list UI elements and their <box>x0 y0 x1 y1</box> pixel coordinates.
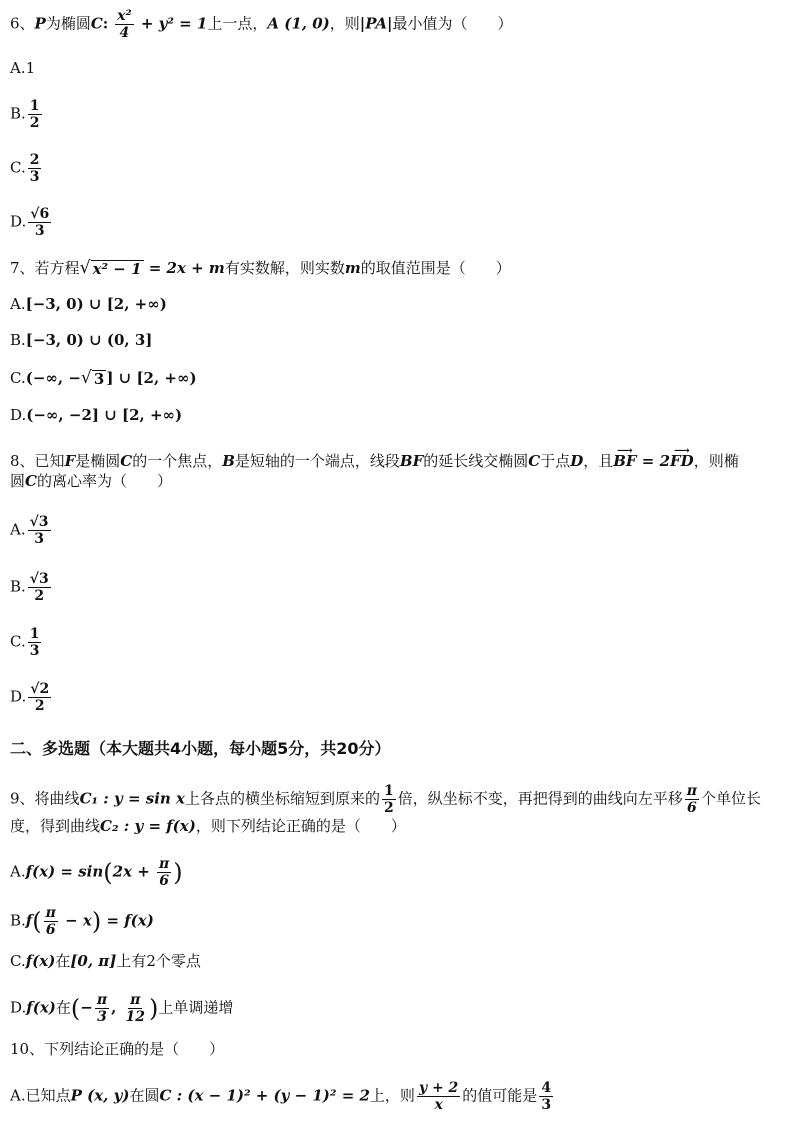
q10-opta-value: $\frac{4}{3}$ <box>541 1080 552 1113</box>
q9-option-b: B.f( $\frac{\pi}{6}$ − x) = f(x) <box>10 905 154 938</box>
q10-opta-fraction: $\frac{y + 2}{x}$ <box>418 1080 459 1113</box>
q7-sqrt: √ x² − 1 <box>79 258 142 278</box>
q10-number: 10、 <box>10 1040 45 1058</box>
q7-number: 7、 <box>10 259 35 277</box>
q6-optc-fraction: $\frac{2}{3}$ <box>29 152 40 185</box>
q9-opta-fraction: $\frac{\pi}{6}$ <box>159 856 170 889</box>
q10-option-a: A.已知点P (x, y)在圆C : (x − 1)² + (y − 1)² = 2上，则 $\frac{y + 2}{x}$ 的值可能是 $\frac{4}{3}$ <box>10 1080 552 1113</box>
question-8-stem-line1: 8、已知F是椭圆C的一个焦点，B是短轴的一个端点，线段BF的延长线交椭圆C于点D，且⟶ BF = 2⟶ FD，则椭 <box>10 451 739 471</box>
q8-option-b: B. $\frac{√3}{2}$ <box>10 571 49 604</box>
section-heading: 二、多选题（本大题共4小题，每小题5分，共20分） <box>10 739 391 758</box>
q8-vector-fd: ⟶ FD <box>670 451 694 471</box>
q6-p: P <box>34 14 46 33</box>
q8-option-d: D. $\frac{√2}{2}$ <box>10 681 50 714</box>
q6-option-a: A.1 <box>10 59 36 77</box>
q7-option-c: C.(−∞, − √ 3 ] ∪ [2, +∞) <box>10 368 197 388</box>
q9-option-c: C.f(x)在[0, π]上有2个零点 <box>10 952 201 970</box>
q7-text: 若方程 <box>34 259 80 277</box>
q8-vector-bf: ⟶ BF <box>613 451 636 471</box>
q9-optd-fraction1: $\frac{\pi}{3}$ <box>96 992 108 1025</box>
question-7-stem <box>10 258 511 278</box>
q6-option-c: C. $\frac{2}{3}$ <box>10 152 40 185</box>
q9-option-d: D.f(x)在(− $\frac{\pi}{3}$ , $\frac{\pi}{12}$ )上单调递增 <box>10 992 234 1025</box>
q8-optc-fraction: $\frac{1}{3}$ <box>29 626 40 659</box>
q7-option-a: A.[−3, 0) ∪ [2, +∞) <box>10 295 167 313</box>
q9-optd-fraction2: $\frac{\pi}{12}$ <box>125 992 146 1025</box>
q7-optc-sqrt: √ 3 <box>80 368 105 388</box>
q6-optb-fraction: $\frac{1}{2}$ <box>29 98 40 131</box>
q7-m: m <box>344 259 361 277</box>
q7-rhs: = 2x + m <box>143 259 225 277</box>
q8-option-a: A. $\frac{√3}{3}$ <box>10 514 49 547</box>
q9-option-a: A.f(x) = sin(2x + $\frac{\pi}{6}$ ) <box>10 856 183 889</box>
question-9-stem-line2: 度，得到曲线C₂ : y = f(x)，则下列结论正确的是（ ） <box>10 817 406 835</box>
q8-optb-fraction: $\frac{√3}{2}$ <box>29 571 49 604</box>
question-10-stem: 10、下列结论正确的是（ ） <box>10 1040 225 1058</box>
q8-number: 8、 <box>10 452 35 470</box>
q6-option-b: B. $\frac{1}{2}$ <box>10 98 40 131</box>
question-6-stem <box>10 8 513 41</box>
question-8-stem-line2: 圆C的离心率为（ ） <box>10 472 172 490</box>
q9-number: 9、 <box>10 789 35 808</box>
q9-optb-fraction: $\frac{\pi}{6}$ <box>45 905 56 938</box>
q6-fraction: $\frac{\text{x²}}{4}$ <box>117 8 132 41</box>
q6-c: C <box>90 14 103 33</box>
q7-text2: 有实数解，则实数 <box>224 259 345 277</box>
q6-point: A (1, 0) <box>267 14 330 33</box>
q6-text: 为椭圆 <box>45 14 91 33</box>
q7-text3: 的取值范围是（ ） <box>360 259 511 277</box>
q6-text3: ，则 <box>329 14 360 33</box>
q7-option-b: B.[−3, 0) ∪ (0, 3] <box>10 331 153 349</box>
q6-colon: : <box>102 14 109 33</box>
question-9-stem-line1: 9、将曲线C₁ : y = sin x上各点的横坐标缩短到原来的 $\frac{1}{2}$ 倍，纵坐标不变，再把得到的曲线向左平移 $\frac{\pi}{6}$ 个单位长 <box>10 783 762 816</box>
q6-optd-fraction: $\frac{√6}{3}$ <box>30 206 50 239</box>
q6-equation: + y² = 1 <box>135 14 208 33</box>
q8-opta-fraction: $\frac{√3}{3}$ <box>29 514 49 547</box>
q6-abs: |PA| <box>359 14 393 33</box>
q7-option-d: D.(−∞, −2] ∪ [2, +∞) <box>10 406 183 424</box>
q8-option-c: C. $\frac{1}{3}$ <box>10 626 40 659</box>
q6-number: 6、 <box>10 14 35 33</box>
q6-text4: 最小值为（ ） <box>392 14 513 33</box>
q6-option-d: D. $\frac{√6}{3}$ <box>10 206 50 239</box>
q8-optd-fraction: $\frac{√2}{2}$ <box>30 681 50 714</box>
q6-text2: 上一点， <box>207 14 268 33</box>
q9-pi-fraction: $\frac{\pi}{6}$ <box>686 783 698 816</box>
q9-half-fraction: $\frac{1}{2}$ <box>384 783 394 816</box>
